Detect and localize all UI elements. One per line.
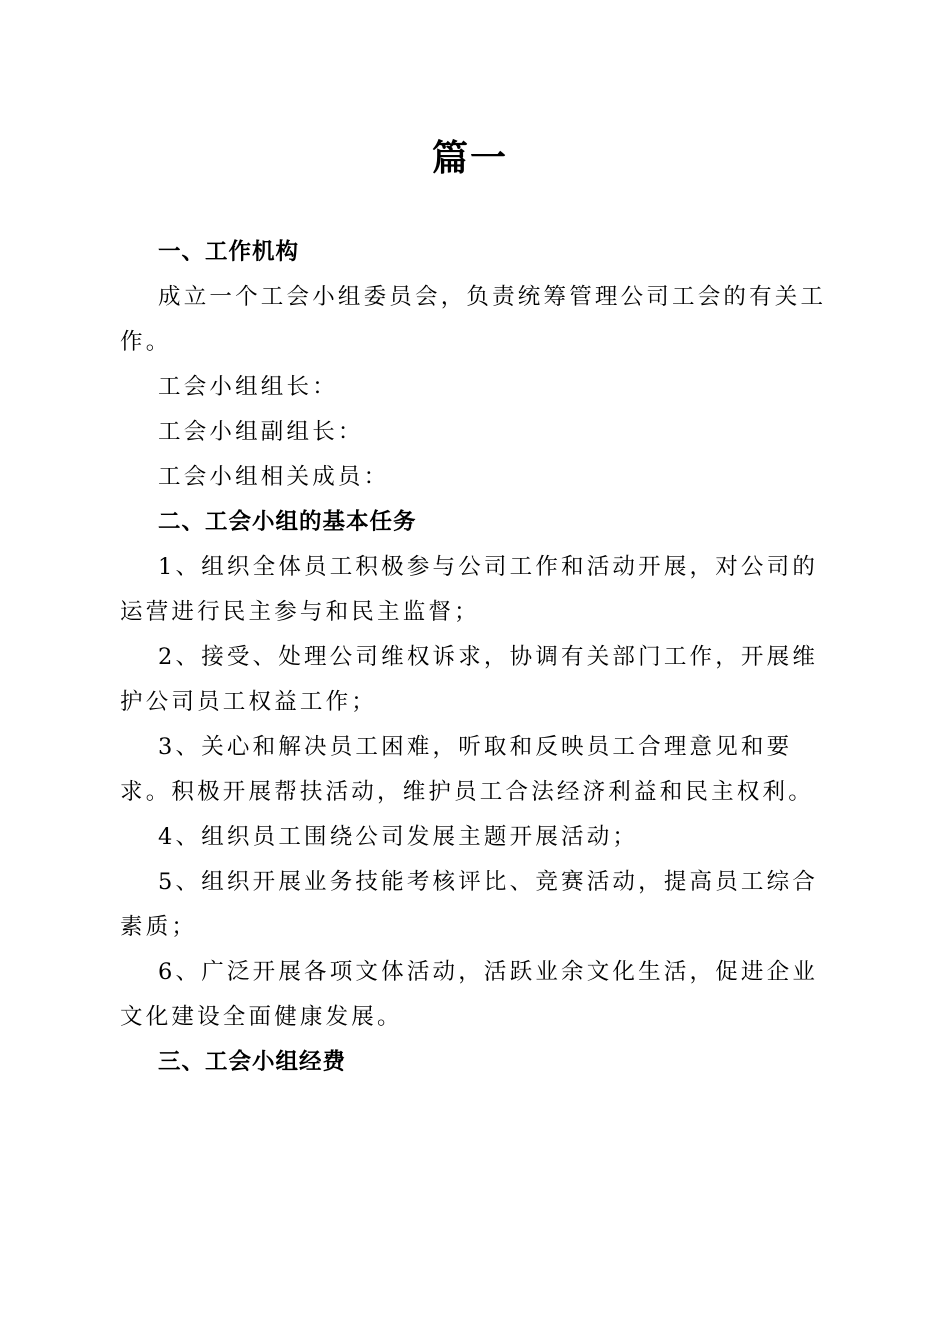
paragraph: 1、组织全体员工积极参与公司工作和活动开展，对公司的运营进行民主参与和民主监督； — [120, 554, 819, 625]
paragraph: 2、接受、处理公司维权诉求，协调有关部门工作，开展维护公司员工权益工作； — [120, 644, 819, 715]
paragraph: 5、组织开展业务技能考核评比、竞赛活动，提高员工综合素质； — [120, 869, 819, 940]
section-heading: 三、工会小组经费 — [158, 1049, 347, 1075]
section-heading: 一、工作机构 — [158, 239, 300, 265]
page-title: 篇一 — [431, 137, 508, 179]
paragraph: 6、广泛开展各项文体活动，活跃业余文化生活，促进企业文化建设全面健康发展。 — [120, 959, 819, 1030]
paragraph: 成立一个工会小组委员会，负责统筹管理公司工会的有关工作。 — [120, 284, 827, 355]
section-heading: 二、工会小组的基本任务 — [158, 509, 417, 535]
paragraph: 3、关心和解决员工困难，听取和反映员工合理意见和要求。积极开展帮扶活动，维护员工合法经济利益和民主权利。 — [120, 734, 814, 805]
document-body — [120, 230, 840, 1085]
paragraph: 工会小组副组长： — [158, 419, 364, 445]
paragraph: 工会小组相关成员： — [158, 464, 390, 490]
paragraph: 工会小组组长： — [158, 374, 338, 400]
paragraph: 4、组织员工围绕公司发展主题开展活动； — [158, 824, 639, 850]
